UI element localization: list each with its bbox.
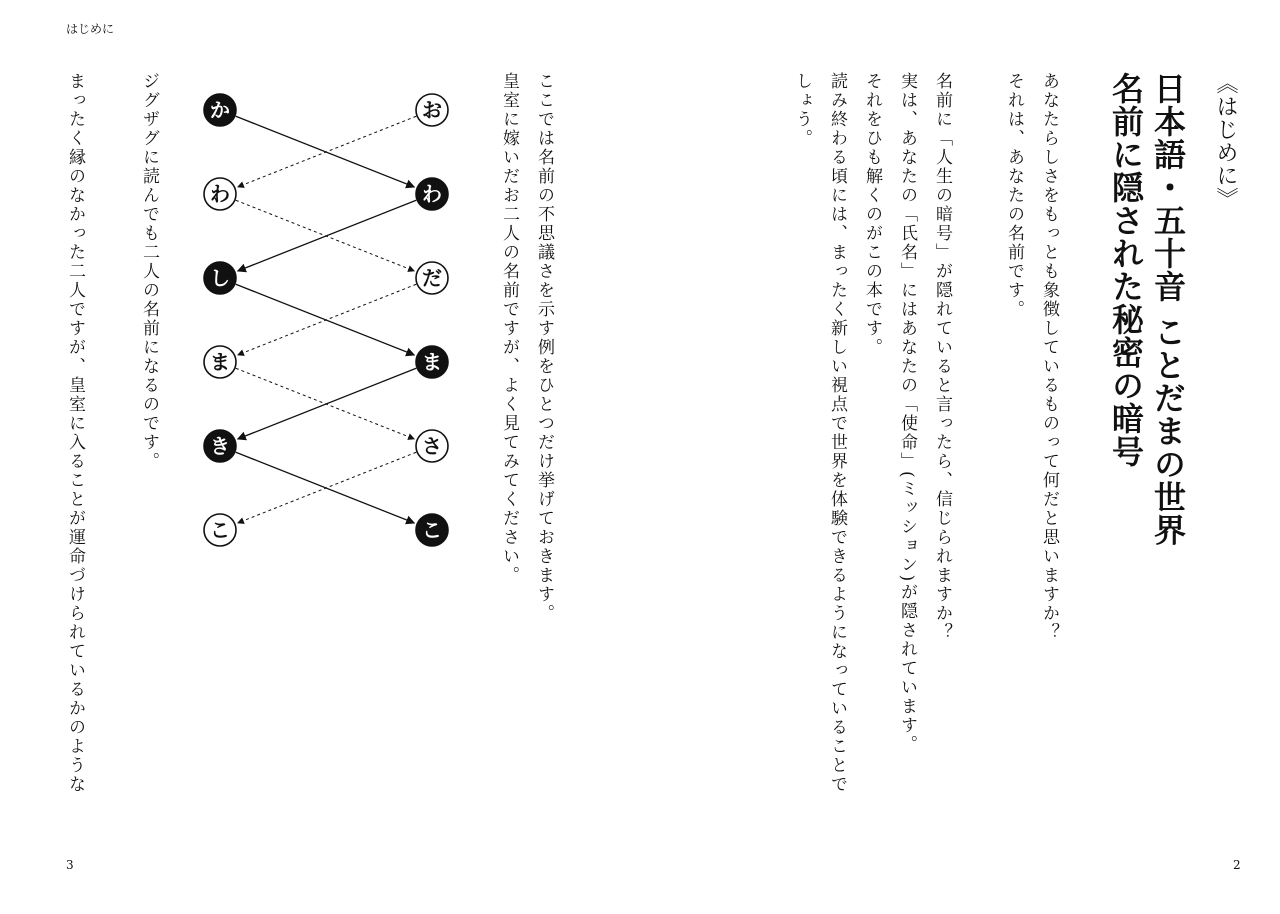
kana-char: か	[210, 98, 230, 122]
body-line: それは、あなたの名前です。	[1004, 72, 1024, 319]
section-label: 《はじめに》	[1213, 72, 1238, 210]
outline-kana-node	[204, 514, 236, 546]
body-line: あなたらしさをもっとも象徴しているものって何だと思いますか？	[1039, 72, 1059, 642]
outline-kana-node	[416, 94, 448, 126]
filled-kana-node	[416, 346, 448, 378]
outline-kana-node	[416, 262, 448, 294]
kana-char: し	[210, 266, 230, 290]
kana-char: ま	[210, 350, 230, 374]
kana-char: こ	[422, 518, 442, 542]
kana-char: ま	[422, 350, 442, 374]
running-head: はじめに	[66, 22, 115, 36]
filled-kana-node	[204, 430, 236, 462]
kana-char: わ	[422, 182, 442, 206]
body-line: 名前に「人生の暗号」が隠れていると言ったら、信じられますか？	[932, 72, 952, 642]
outline-kana-node	[204, 178, 236, 210]
outline-kana-node	[204, 346, 236, 378]
body-line: しょう。	[792, 72, 812, 148]
kana-char: さ	[422, 434, 442, 458]
page-number-right: 2	[1233, 858, 1241, 872]
kana-char: お	[422, 98, 442, 122]
solid-arrow	[236, 284, 415, 355]
kana-char: き	[210, 434, 230, 458]
book-title-line-2: 名前に隠された秘密の暗号	[1107, 72, 1145, 468]
kana-char: こ	[210, 518, 230, 542]
kana-char: だ	[422, 266, 442, 290]
page-number-left: 3	[66, 858, 74, 872]
body-line: まったく縁のなかった二人ですが、皇室に入ることが運命づけられているかのような	[65, 72, 85, 794]
filled-kana-node	[204, 262, 236, 294]
dashed-arrow	[236, 368, 415, 439]
zigzag-name-diagram	[190, 78, 470, 548]
solid-arrow	[236, 116, 415, 187]
dashed-arrow	[238, 452, 417, 523]
body-line: 実は、あなたの「氏名」にはあなたの「使命」(ミッション)が隠されています。	[897, 72, 917, 755]
dashed-arrow	[236, 200, 415, 271]
body-line: ジグザグに読んでも二人の名前になるのです。	[139, 72, 159, 471]
solid-arrow	[238, 368, 417, 439]
solid-arrow	[236, 452, 415, 523]
body-line: それをひも解くのがこの本です。	[862, 72, 882, 357]
kana-char: わ	[210, 182, 230, 206]
body-line: 皇室に嫁いだお二人の名前ですが、よく見てみてください。	[499, 72, 519, 585]
solid-arrow	[238, 200, 417, 271]
book-title-line-1: 日本語・五十音 ことだまの世界	[1149, 72, 1187, 547]
filled-kana-node	[416, 178, 448, 210]
dashed-arrow	[238, 284, 417, 355]
filled-kana-node	[204, 94, 236, 126]
body-line: 読み終わる頃には、まったく新しい視点で世界を体験できるようになっていることで	[827, 72, 847, 794]
filled-kana-node	[416, 514, 448, 546]
dashed-arrow	[238, 116, 417, 187]
outline-kana-node	[416, 430, 448, 462]
body-line: ここでは名前の不思議さを示す例をひとつだけ挙げておきます。	[534, 72, 554, 623]
zigzag-svg	[190, 78, 470, 548]
